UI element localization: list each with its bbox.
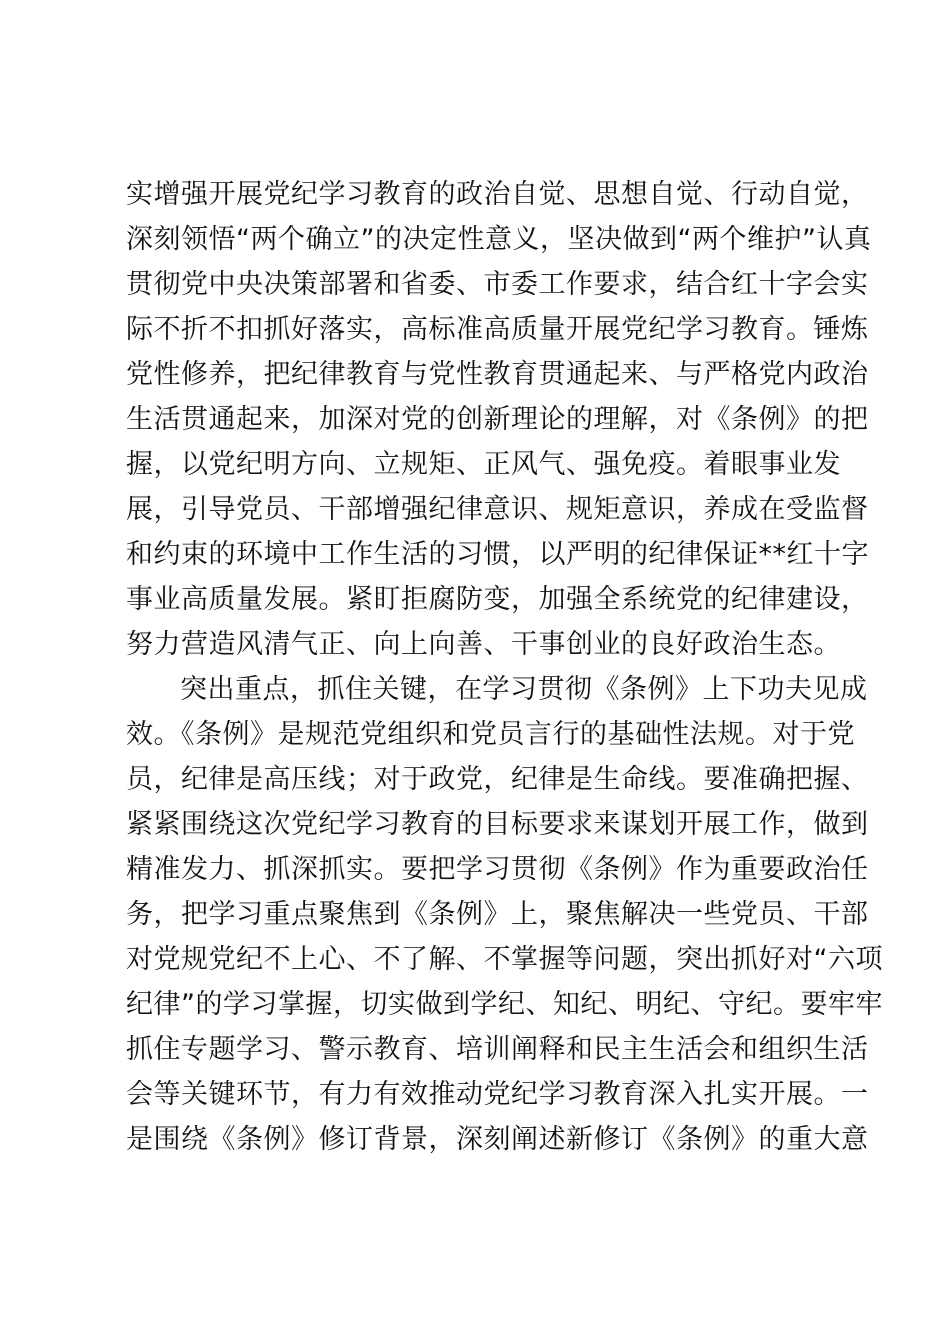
text-line: 事业高质量发展。紧盯拒腐防变，加强全系统党的纪律建设， [126, 584, 869, 615]
text-line: 紧紧围绕这次党纪学习教育的目标要求来谋划开展工作，做到 [126, 809, 869, 840]
text-line: 际不折不扣抓好落实，高标准高质量开展党纪学习教育。锤炼 [126, 314, 869, 345]
text-line: 效。《条例》是规范党组织和党员言行的基础性法规。对于党 [126, 719, 855, 750]
text-line: 抓住专题学习、警示教育、培训阐释和民主生活会和组织生活 [126, 1034, 869, 1065]
text-line: 对党规党纪不上心、不了解、不掌握等问题，突出抓好对“六项 [126, 944, 883, 975]
text-line: 党性修养，把纪律教育与党性教育贯通起来、与严格党内政治 [126, 359, 869, 390]
paragraph-first-line: 突出重点，抓住关键，在学习贯彻《条例》上下功夫见成 [180, 674, 868, 705]
text-line: 和约束的环境中工作生活的习惯，以严明的纪律保证**红十字 [126, 539, 869, 570]
text-line: 务，把学习重点聚焦到《条例》上，聚焦解决一些党员、干部 [126, 899, 869, 930]
text-line: 握，以党纪明方向、立规矩、正风气、强免疫。着眼事业发 [126, 449, 841, 480]
text-line: 精准发力、抓深抓实。要把学习贯彻《条例》作为重要政治任 [126, 854, 869, 885]
text-line: 纪律”的学习掌握，切实做到学纪、知纪、明纪、守纪。要牢牢 [126, 989, 883, 1020]
text-line: 是围绕《条例》修订背景，深刻阐述新修订《条例》的重大意 [126, 1124, 869, 1155]
text-line: 贯彻党中央决策部署和省委、市委工作要求，结合红十字会实 [126, 269, 869, 300]
text-line: 员，纪律是高压线；对于政党，纪律是生命线。要准确把握、 [126, 764, 869, 795]
text-line: 努力营造风清气正、向上向善、干事创业的良好政治生态。 [126, 629, 841, 660]
text-line: 会等关键环节，有力有效推动党纪学习教育深入扎实开展。一 [126, 1079, 869, 1110]
text-line: 实增强开展党纪学习教育的政治自觉、思想自觉、行动自觉， [126, 179, 869, 210]
text-line: 展，引导党员、干部增强纪律意识、规矩意识，养成在受监督 [126, 494, 869, 525]
text-line: 深刻领悟“两个确立”的决定性意义，坚决做到“两个维护”认真 [126, 224, 872, 255]
text-line: 生活贯通起来，加深对党的创新理论的理解，对《条例》的把 [126, 404, 869, 435]
body-text [126, 172, 883, 1162]
